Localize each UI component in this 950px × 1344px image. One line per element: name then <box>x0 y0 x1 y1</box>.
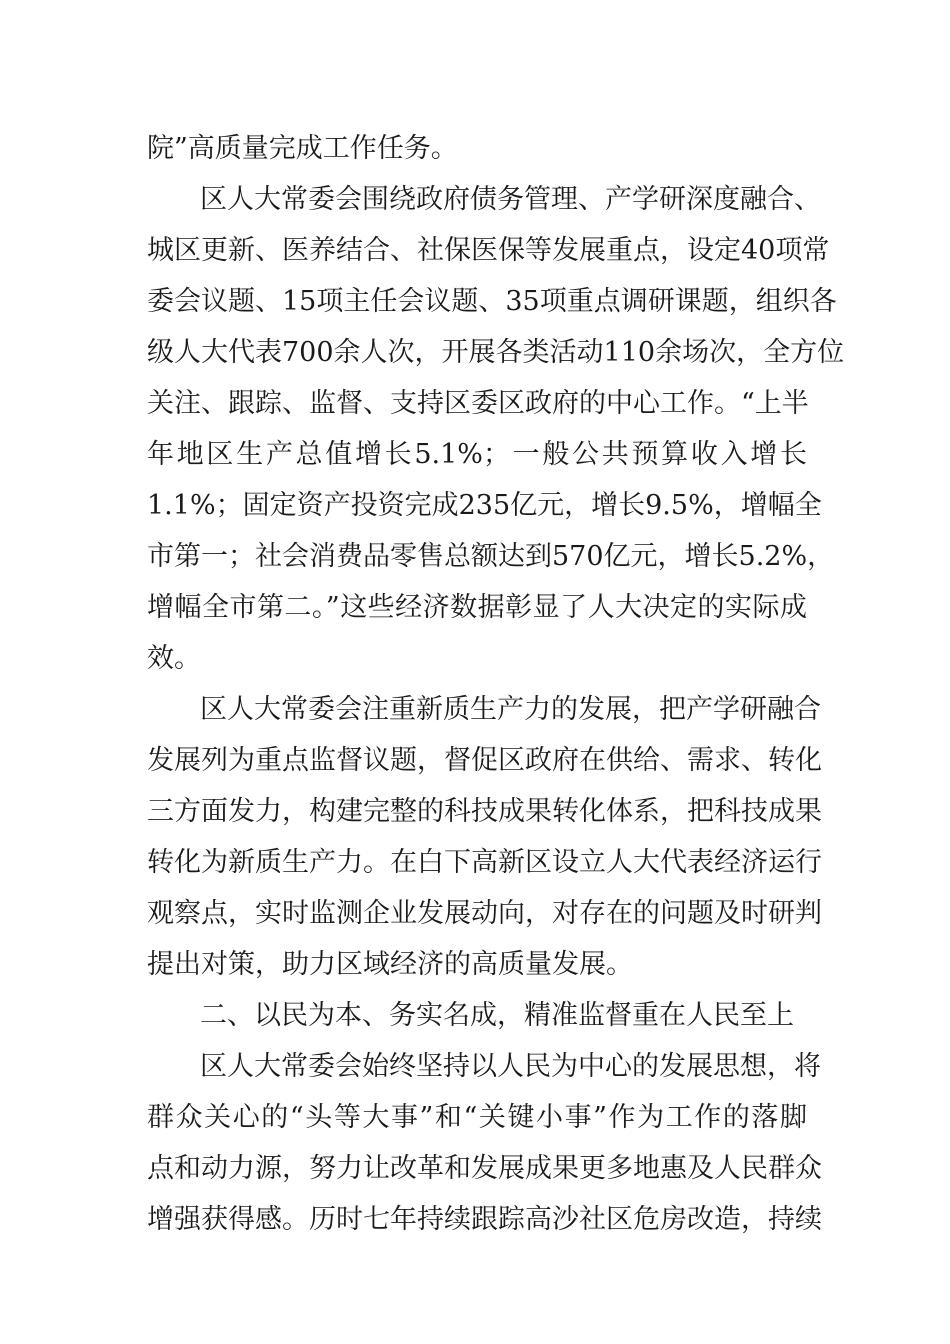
text-line: 观察点，实时监测企业发展动向，对存在的问题及时研判 <box>147 898 822 929</box>
text-line: 1.1%；固定资产投资完成235亿元，增长9.5%，增幅全 <box>147 490 822 521</box>
text-line: 提出对策，助力区域经济的高质量发展。 <box>147 949 633 980</box>
paragraph-first-line: 区人大常委会注重新质生产力的发展，把产学研融合 <box>200 694 821 725</box>
text-line: 关注、跟踪、监督、支持区委区政府的中心工作。“上半 <box>147 388 809 419</box>
text-line: 增强获得感。历时七年持续跟踪高沙社区危房改造，持续 <box>147 1204 822 1235</box>
text-line: 市第一；社会消费品零售总额达到570亿元，增长5.2%， <box>147 541 835 572</box>
paragraph-first-line: 区人大常委会始终坚持以人民为中心的发展思想，将 <box>200 1051 821 1082</box>
text-line: 城区更新、医养结合、社保医保等发展重点，设定40项常 <box>147 235 830 266</box>
section-heading: 二、以民为本、务实名成，精准监督重在人民至上 <box>200 1000 794 1031</box>
text-line: 群众关心的“头等大事”和“关键小事”作为工作的落脚 <box>147 1102 807 1133</box>
text-line: 转化为新质生产力。在白下高新区设立人大代表经济运行 <box>147 847 822 878</box>
text-line: 点和动力源，努力让改革和发展成果更多地惠及人民群众 <box>147 1153 822 1184</box>
text-line: 委会议题、15项主任会议题、35项重点调研课题，组织各 <box>147 286 837 317</box>
text-line: 院”高质量完成工作任务。 <box>147 133 458 164</box>
text-line: 增幅全市第二。”这些经济数据彰显了人大决定的实际成 <box>147 592 807 623</box>
text-line: 发展列为重点监督议题，督促区政府在供给、需求、转化 <box>147 745 822 776</box>
text-line: 三方面发力，构建完整的科技成果转化体系，把科技成果 <box>147 796 822 827</box>
text-line: 级人大代表700余人次，开展各类活动110余场次，全方位 <box>147 337 845 368</box>
text-line: 年地区生产总值增长5.1%；一般公共预算收入增长 <box>147 439 807 470</box>
text-line: 效。 <box>147 643 201 674</box>
paragraph-first-line: 区人大常委会围绕政府债务管理、产学研深度融合、 <box>200 184 821 215</box>
